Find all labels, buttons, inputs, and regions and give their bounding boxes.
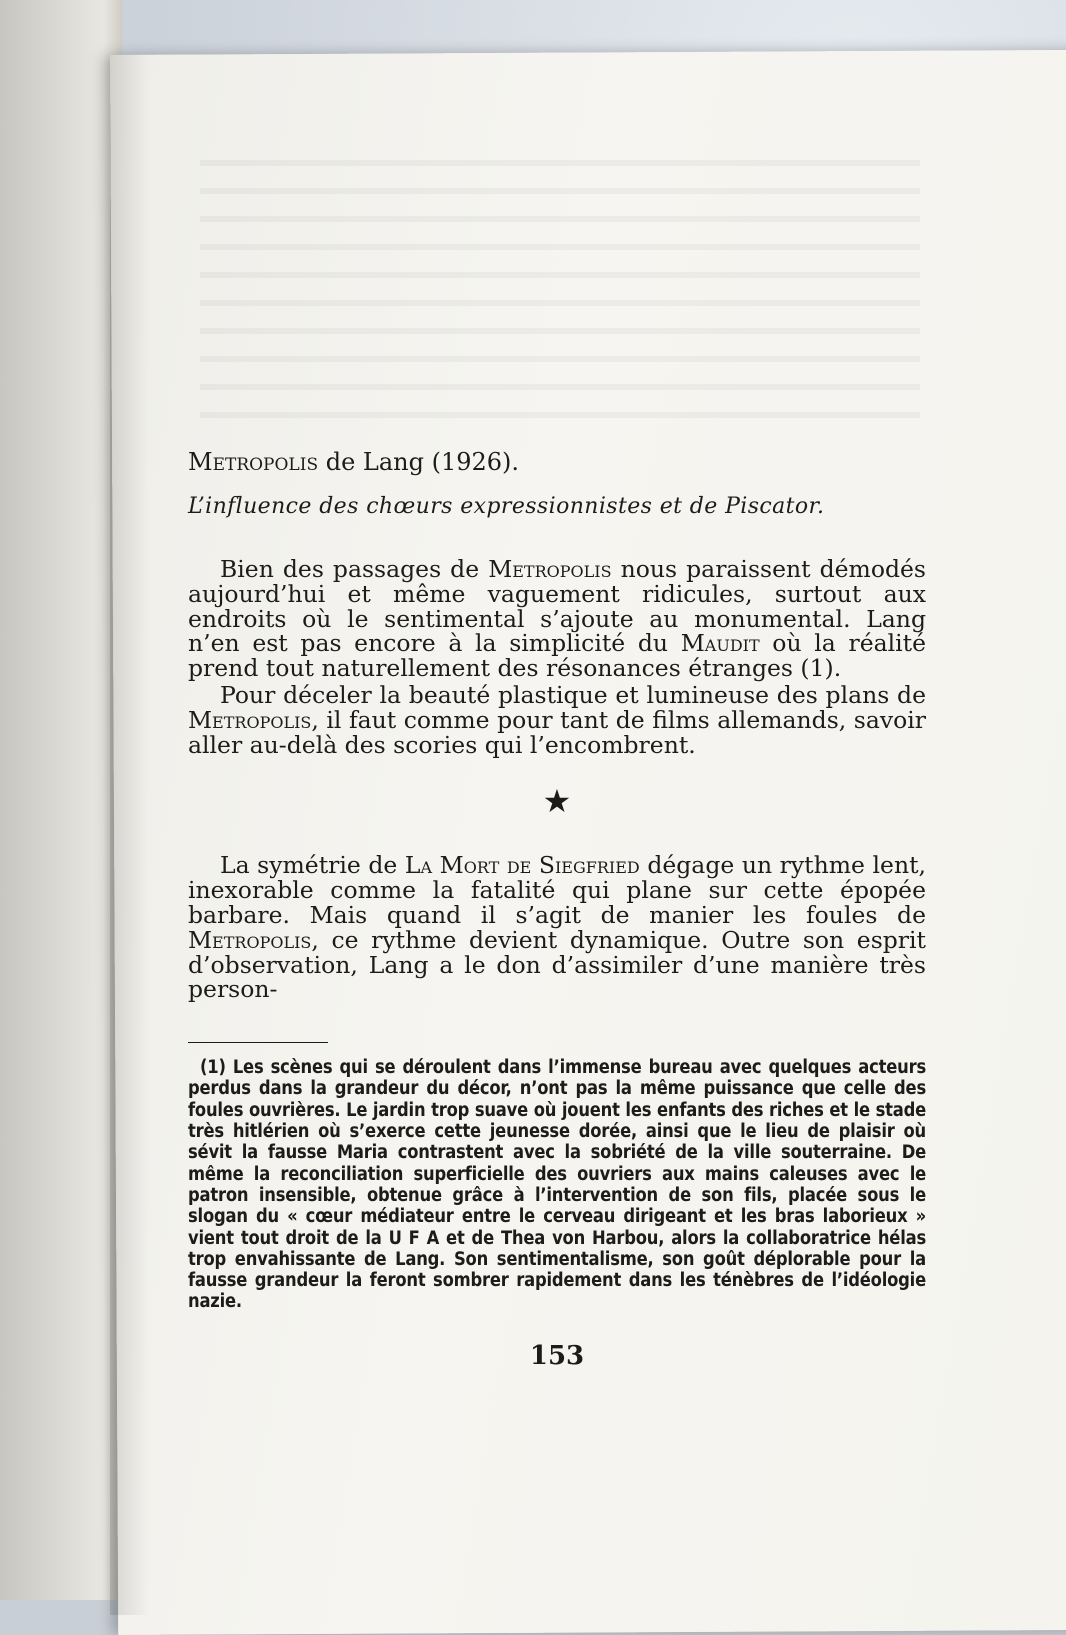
text-run: Bien des passages de xyxy=(220,555,489,583)
footnote: (1) Les scènes qui se déroulent dans l’immense bureau avec quelques acteurs perdus dans la grandeur du décor, n’ont pas la même puissance que celle des foules ouvrières. Le jardin trop suave où jouent les enfants des riches et le stade très hitlérien où s’exerce cette jeunesse dorée, ainsi que le lieu de plaisir où sévit la fausse Maria contrastent avec la sobriété de la ville souterraine. De même la reconciliation superficielle des ouvriers aux mains caleuses avec le patron insensible, obtenue grâce à l’intervention de son fils, placée sous le slogan du « cœur médiateur entre le cerveau dirigeant et les bras laborieux » vient tout droit de la U F A et de Thea von Harbou, alors la collaboratrice hélas trop envahissante de Lang. Son sentimentalisme, son goût déplorable pour la fausse grandeur la feront sombrer rapidement dans les ténèbres de l’idéologie nazie. xyxy=(188,1057,926,1313)
section-title xyxy=(188,448,926,476)
film-title: Metropolis xyxy=(188,705,312,734)
facing-page-edge xyxy=(0,0,122,1600)
text-run: La symétrie de xyxy=(220,851,405,880)
text-run: dégage un rythme lent, inexorable comme la fatalité qui plane sur cette épopée barbare. Mais quand il s’agit de manier les foules de xyxy=(188,851,926,929)
film-title: Metropolis xyxy=(188,925,312,954)
section-title-rest: de Lang (1926). xyxy=(318,448,520,476)
film-title: La Mort de Siegfried xyxy=(404,851,640,880)
text-run: nous paraissent démodés aujourd’hui et même vaguement ridicules, surtout aux endroits où le sentimental s’ajoute au monumental. Lang n’en est pas encore à la simplicité du xyxy=(188,555,926,658)
film-title: Maudit xyxy=(680,629,760,658)
text-run: où la réalité prend tout naturellement des résonances étranges (1). xyxy=(188,629,926,683)
page-number: 153 xyxy=(529,1340,585,1371)
page-text xyxy=(188,448,926,1371)
footnote-rule xyxy=(188,1042,328,1043)
star-separator: ★ xyxy=(542,782,572,821)
text-run: , il faut comme pour tant de films allemands, savoir aller au-delà des scories qui l’encombrent. xyxy=(188,705,926,759)
show-through-text xyxy=(200,160,920,440)
paragraph-2 xyxy=(188,680,926,759)
section-subtitle: L’influence des chœurs expressionnistes et de Piscator. xyxy=(188,494,825,519)
text-run: Pour déceler la beauté plastique et lumineuse des plans de xyxy=(220,680,926,709)
section-title-film: Metropolis xyxy=(188,448,319,476)
paragraph-1 xyxy=(188,557,926,681)
text-run: , ce rythme devient dynamique. Outre son esprit d’observation, Lang a le don d’assimiler d’une manière très person- xyxy=(188,925,926,1004)
film-title: Metropolis xyxy=(488,555,612,583)
gutter-shadow xyxy=(110,55,150,1615)
paragraph-3 xyxy=(188,853,926,1002)
